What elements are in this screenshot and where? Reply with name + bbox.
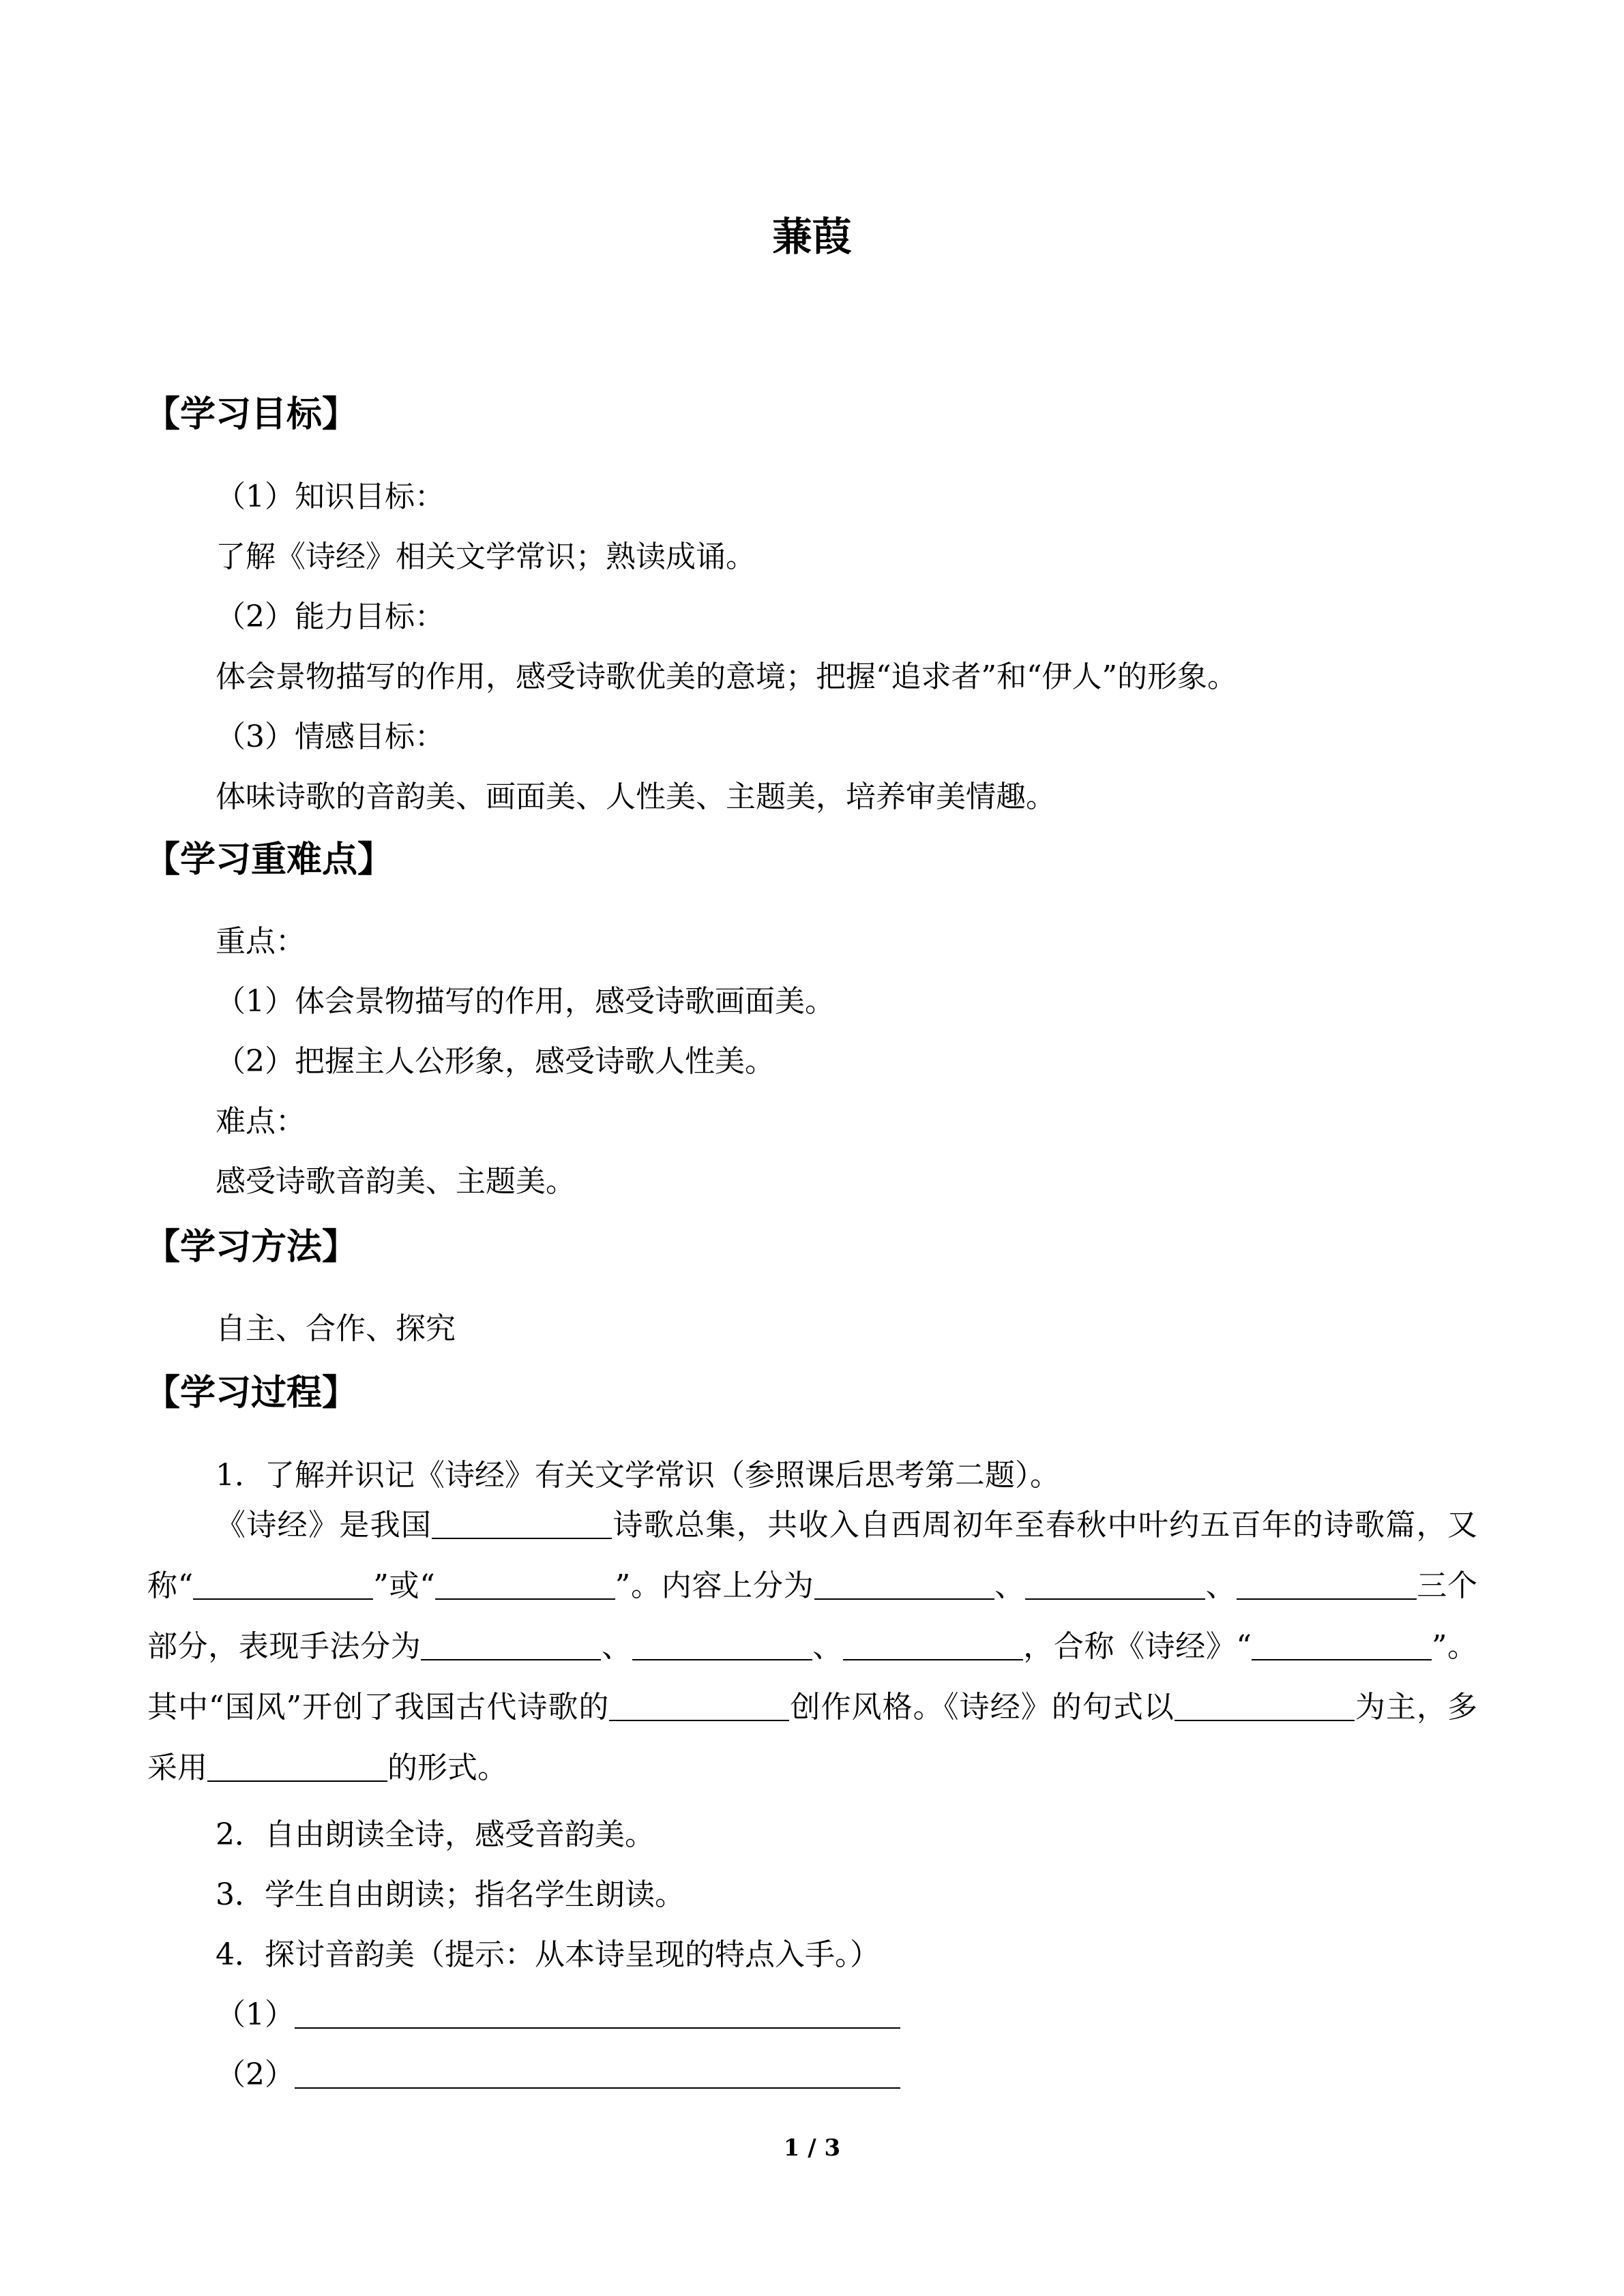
process-item-3: 3．学生自由朗读；指名学生朗读。	[216, 1877, 685, 1912]
para-text: ”。其中“国风”开创了我国古代诗歌的	[147, 1629, 1478, 1725]
para-text: ”。内容上分为	[615, 1568, 814, 1603]
goal-line: 了解《诗经》相关文学常识；熟读成诵。	[216, 539, 756, 574]
section-heading-method: 【学习方法】	[145, 1227, 358, 1268]
keypoint-line: （1）体会景物描写的作用，感受诗歌画面美。	[216, 984, 835, 1019]
fill-blank[interactable]	[207, 1750, 387, 1782]
fill-blank[interactable]	[421, 1629, 601, 1660]
page-number: 1 / 3	[783, 2134, 841, 2162]
goal-line: （1）知识目标：	[216, 479, 445, 514]
para-text: 、	[812, 1629, 843, 1664]
para-text: ”或“	[373, 1568, 435, 1603]
section-heading-keypoints: 【学习重难点】	[145, 839, 394, 880]
keypoint-line: （2）把握主人公形象，感受诗歌人性美。	[216, 1044, 775, 1079]
section-heading-process: 【学习过程】	[145, 1373, 358, 1414]
answer-label: （1）	[216, 1997, 295, 2032]
para-text: 、	[1205, 1568, 1237, 1603]
fill-blank[interactable]	[432, 1508, 612, 1539]
para-text: 的形式。	[387, 1750, 507, 1785]
goal-line: 体味诗歌的音韵美、画面美、人性美、主题美，培养审美情趣。	[216, 779, 1056, 814]
fill-blank[interactable]	[1237, 1568, 1417, 1600]
fill-in-paragraph	[147, 1495, 1477, 1798]
keypoint-line: 感受诗歌音韵美、主题美。	[216, 1164, 576, 1199]
para-text: ，合称《诗经》“	[1022, 1629, 1252, 1664]
answer-blank[interactable]	[295, 2057, 900, 2089]
goal-line: （3）情感目标：	[216, 719, 445, 754]
para-text: 三个部分，表现手法分为	[147, 1568, 1477, 1664]
answer-blank[interactable]	[295, 1997, 900, 2029]
fill-blank[interactable]	[609, 1690, 789, 1721]
keypoint-line: 难点：	[216, 1104, 306, 1139]
fill-blank[interactable]	[1252, 1629, 1432, 1660]
answer-line-1	[216, 1990, 900, 2033]
para-text: 《诗经》是我国	[216, 1508, 432, 1542]
goal-line: 体会景物描写的作用，感受诗歌优美的意境；把握“追求者”和“伊人”的形象。	[216, 659, 1237, 694]
para-text: 、	[994, 1568, 1025, 1603]
goal-line: （2）能力目标：	[216, 599, 445, 634]
method-line: 自主、合作、探究	[216, 1311, 456, 1346]
fill-blank[interactable]	[435, 1568, 615, 1600]
process-item-1: 1．了解并识记《诗经》有关文学常识（参照课后思考第二题）。	[216, 1458, 1060, 1493]
para-text: 为主，多采用	[147, 1690, 1478, 1785]
section-heading-goals: 【学习目标】	[145, 394, 358, 435]
fill-blank[interactable]	[1175, 1690, 1355, 1721]
para-text: 诗歌总集，共收入自西周初年至春秋中叶约五百年的诗歌篇，又称“	[147, 1508, 1478, 1603]
process-item-2: 2．自由朗读全诗，感受音韵美。	[216, 1817, 655, 1852]
fill-blank[interactable]	[1025, 1568, 1205, 1600]
fill-blank[interactable]	[193, 1568, 373, 1600]
answer-line-2	[216, 2050, 900, 2093]
page-title: 蒹葭	[772, 213, 852, 260]
fill-blank[interactable]	[632, 1629, 812, 1660]
para-text: 创作风格。《诗经》的句式以	[789, 1690, 1175, 1725]
fill-blank[interactable]	[843, 1629, 1023, 1660]
keypoint-line: 重点：	[216, 924, 306, 959]
answer-label: （2）	[216, 2057, 295, 2092]
fill-blank[interactable]	[814, 1568, 994, 1600]
para-text: 、	[601, 1629, 632, 1664]
process-item-4: 4．探讨音韵美（提示：从本诗呈现的特点入手。）	[216, 1937, 880, 1972]
